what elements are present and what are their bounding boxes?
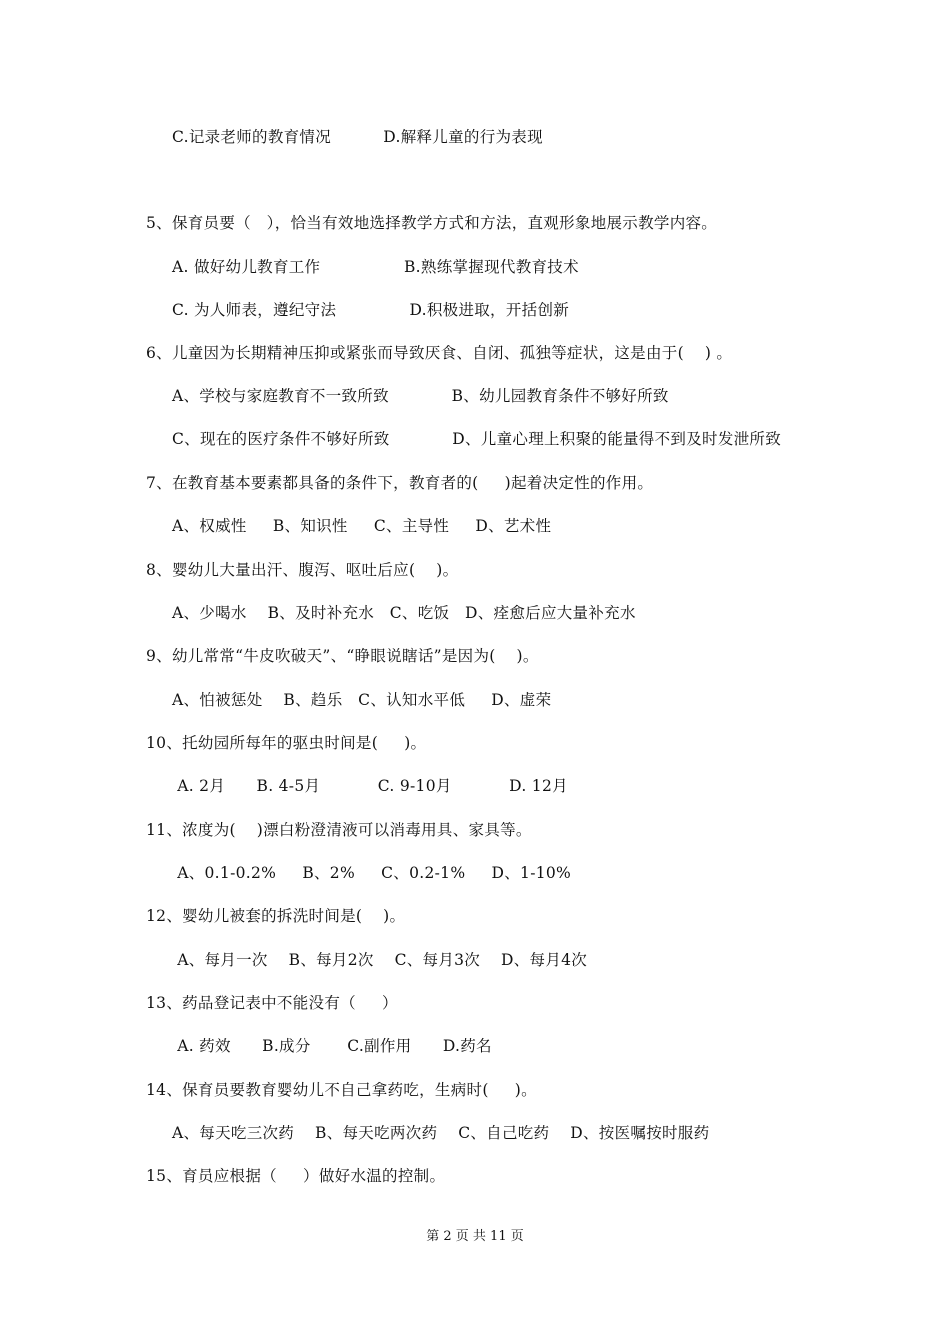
question-12-options: A、每月一次 B、每月2次 C、每月3次 D、每月4次 (172, 951, 588, 969)
question-15: 15、育员应根据（ ）做好水温的控制。 (146, 1167, 446, 1185)
question-14: 14、保育员要教育婴幼儿不自己拿药吃，生病时( )。 (146, 1081, 537, 1099)
question-14-options: A、每天吃三次药 B、每天吃两次药 C、自己吃药 D、按医嘱按时服药 (172, 1124, 710, 1142)
question-7-options: A、权威性 B、知识性 C、主导性 D、艺术性 (172, 517, 552, 535)
question-12: 12、婴幼儿被套的拆洗时间是( )。 (146, 907, 406, 925)
question-6-options-ab: A、学校与家庭教育不一致所致 B、幼儿园教育条件不够好所致 (172, 387, 669, 405)
question-10-options: A. 2月 B. 4-5月 C. 9-10月 D. 12月 (172, 777, 568, 795)
page-footer: 第 2 页 共 11 页 (426, 1229, 524, 1244)
question-11-options: A、0.1-0.2% B、2% C、0.2-1% D、1-10% (172, 864, 572, 882)
question-8-options: A、少喝水 B、及时补充水 C、吃饭 D、痊愈后应大量补充水 (172, 604, 636, 622)
question-7: 7、在教育基本要素都具备的条件下，教育者的( )起着决定性的作用。 (146, 474, 654, 492)
question-5: 5、保育员要（ ），恰当有效地选择教学方式和方法，直观形象地展示教学内容。 (146, 214, 718, 232)
question-9: 9、幼儿常常“牛皮吹破天”、“睁眼说瞎话”是因为( )。 (146, 647, 539, 665)
question-5-options-ab: A. 做好幼儿教育工作 B.熟练掌握现代教育技术 (172, 258, 579, 276)
question-6-options-cd: C、现在的医疗条件不够好所致 D、儿童心理上积聚的能量得不到及时发泄所致 (172, 430, 782, 448)
question-4-options-cd: C.记录老师的教育情况 D.解释儿童的行为表现 (172, 128, 543, 146)
question-10: 10、托幼园所每年的驱虫时间是( )。 (146, 734, 427, 752)
question-6: 6、儿童因为长期精神压抑或紧张而导致厌食、自闭、孤独等症状，这是由于( ) 。 (146, 344, 733, 362)
question-9-options: A、怕被惩处 B、趋乐 C、认知水平低 D、虚荣 (172, 691, 552, 709)
question-13: 13、药品登记表中不能没有（ ） (146, 994, 398, 1012)
question-5-options-cd: C. 为人师表，遵纪守法 D.积极进取，开括创新 (172, 301, 570, 319)
question-11: 11、浓度为( )漂白粉澄清液可以消毒用具、家具等。 (146, 821, 532, 839)
question-8: 8、婴幼儿大量出汗、腹泻、呕吐后应( )。 (146, 561, 459, 579)
question-13-options: A. 药效 B.成分 C.副作用 D.药名 (172, 1037, 492, 1055)
